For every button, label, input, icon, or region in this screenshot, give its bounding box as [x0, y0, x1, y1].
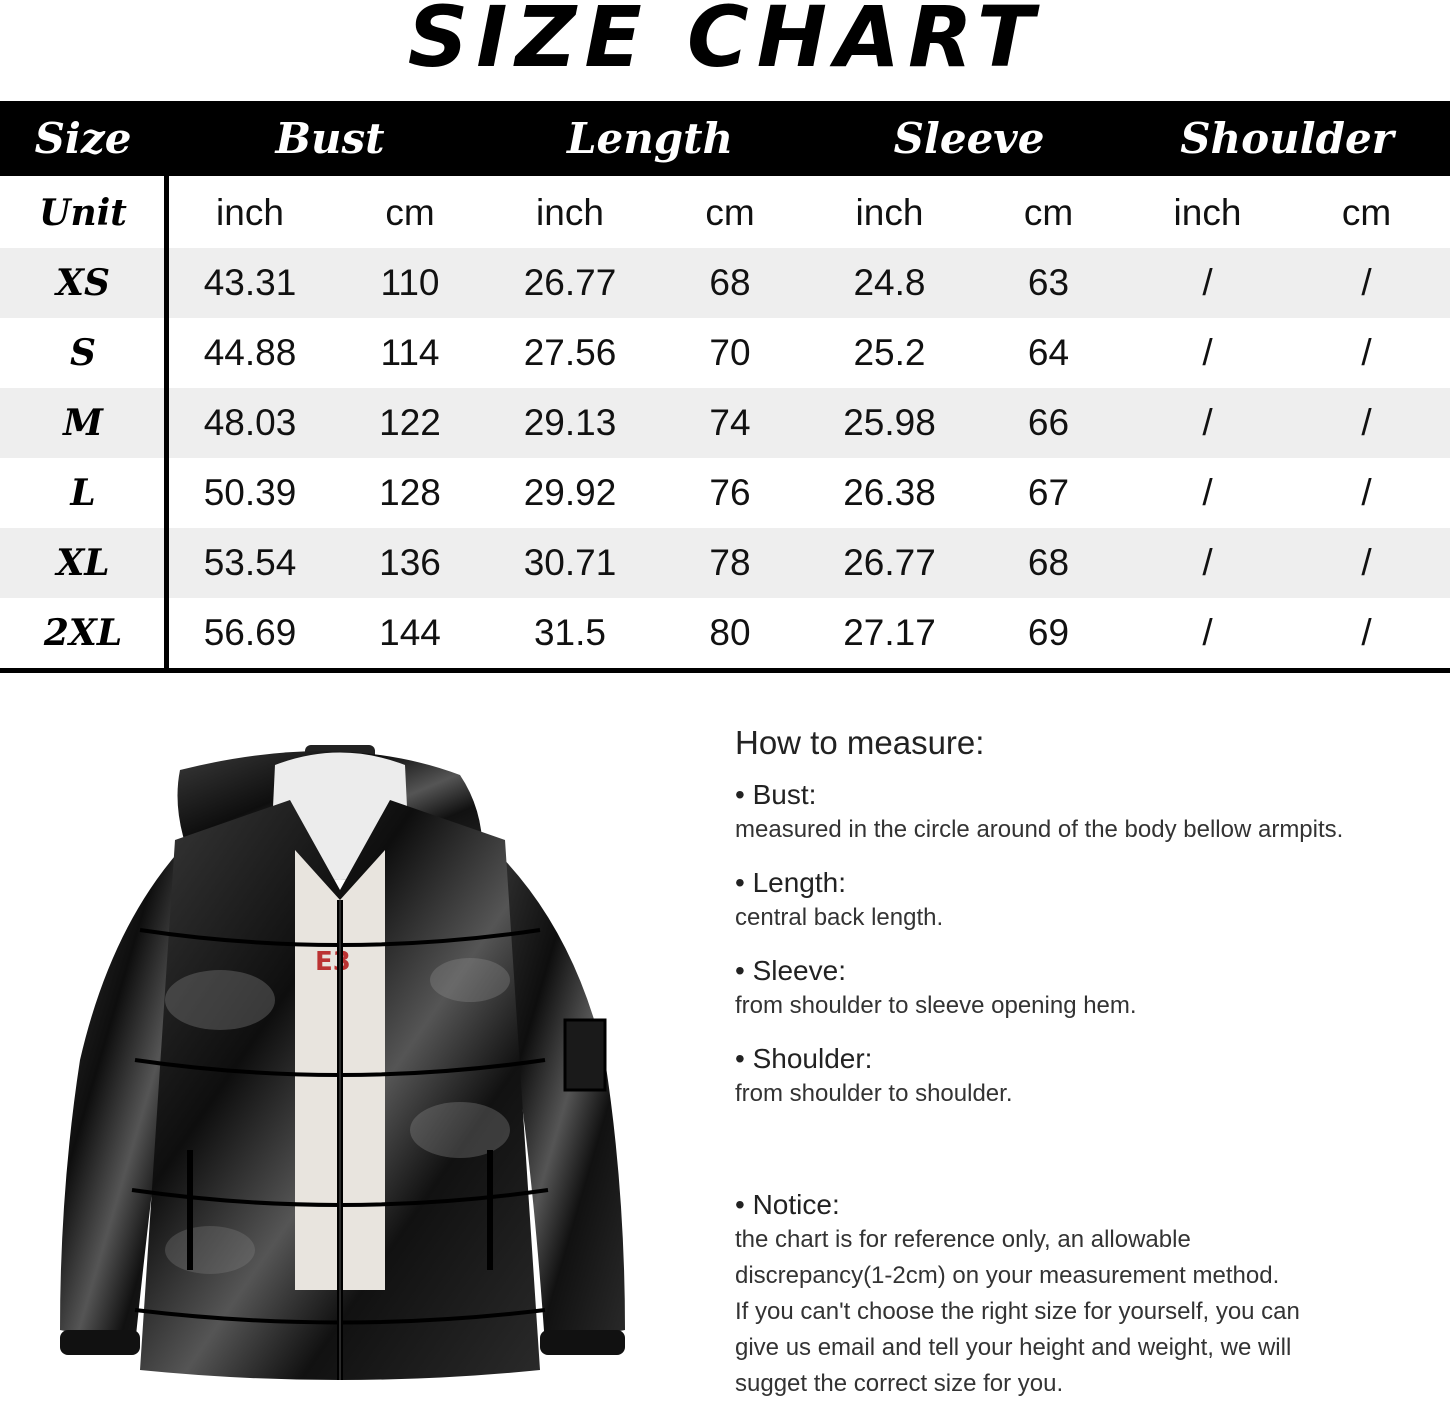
bust-inch: 43.31	[203, 262, 297, 303]
unit-cell: inch	[1173, 192, 1242, 233]
shoulder-inch: /	[1202, 402, 1213, 443]
table-header	[0, 101, 1450, 176]
header-size: Size	[34, 114, 132, 163]
measure-item-desc: from shoulder to sleeve opening hem.	[735, 992, 1137, 1019]
measure-item-desc: measured in the circle around of the body bellow armpits.	[735, 816, 1344, 843]
shoulder-cm: /	[1361, 402, 1372, 443]
shoulder-inch: /	[1202, 332, 1213, 373]
sleeve-inch: 25.2	[853, 332, 926, 373]
measure-item-sleeve	[735, 954, 1435, 1024]
row-size: S	[70, 332, 96, 374]
shoulder-inch: /	[1202, 542, 1213, 583]
measure-item-title: • Length:	[735, 867, 847, 898]
bust-cm: 144	[379, 612, 441, 653]
svg-text:E3: E3	[315, 947, 351, 977]
measure-guide	[735, 722, 1435, 1130]
notice-line: If you can't choose the right size for yourself, you can	[735, 1298, 1300, 1325]
sleeve-cm: 66	[1027, 402, 1070, 443]
measure-item-desc: from shoulder to shoulder.	[735, 1080, 1013, 1107]
bust-inch: 56.69	[203, 612, 297, 653]
puffer-jacket-icon	[40, 730, 640, 1390]
chart-title: SIZE CHART	[407, 0, 1043, 86]
bust-cm: 122	[379, 402, 441, 443]
bust-cm: 136	[379, 542, 441, 583]
length-inch: 26.77	[523, 262, 617, 303]
measure-item-title: • Sleeve:	[735, 955, 846, 986]
length-inch: 30.71	[523, 542, 617, 583]
shoulder-cm: /	[1361, 262, 1372, 303]
notice-line: discrepancy(1-2cm) on your measurement method.	[735, 1262, 1280, 1289]
shoulder-inch: /	[1202, 472, 1213, 513]
length-cm: 78	[709, 542, 751, 583]
jacket-image	[40, 730, 640, 1390]
sleeve-cm: 67	[1027, 472, 1070, 513]
length-cm: 76	[709, 472, 751, 513]
notice-block	[735, 1188, 1435, 1401]
bust-cm: 114	[380, 332, 440, 373]
table-row	[0, 318, 1450, 388]
size-column-divider	[164, 176, 169, 669]
sleeve-cm: 68	[1027, 542, 1070, 583]
table-row	[0, 598, 1450, 668]
notice-line: sugget the correct size for you.	[735, 1370, 1064, 1397]
bust-inch: 48.03	[203, 402, 297, 443]
length-inch: 29.13	[523, 402, 617, 443]
row-size: M	[63, 402, 103, 444]
unit-cell: cm	[1341, 192, 1392, 233]
header-sleeve: Sleeve	[893, 114, 1045, 163]
sleeve-cm: 69	[1027, 612, 1070, 653]
header-shoulder: Shoulder	[1180, 114, 1394, 163]
shoulder-inch: /	[1202, 262, 1213, 303]
measure-item-length	[735, 866, 1435, 936]
sleeve-cm: 63	[1027, 262, 1070, 303]
measure-item-bust	[735, 778, 1435, 848]
shoulder-cm: /	[1361, 472, 1372, 513]
sleeve-inch: 24.8	[853, 262, 926, 303]
measure-item-title: • Shoulder:	[735, 1043, 873, 1074]
header-bust: Bust	[275, 114, 385, 163]
bust-cm: 110	[380, 262, 440, 303]
table-row	[0, 528, 1450, 598]
length-inch: 27.56	[523, 332, 617, 373]
row-size: L	[70, 472, 96, 514]
bust-inch: 44.88	[203, 332, 297, 373]
notice-title: • Notice:	[735, 1189, 840, 1220]
header-length: Length	[566, 114, 734, 163]
bust-cm: 128	[379, 472, 441, 513]
shoulder-cm: /	[1361, 542, 1372, 583]
length-cm: 80	[709, 612, 751, 653]
bust-inch: 53.54	[203, 542, 297, 583]
unit-cell: cm	[1023, 192, 1074, 233]
sleeve-cm: 64	[1027, 332, 1070, 373]
sleeve-inch: 25.98	[843, 402, 936, 443]
shoulder-inch: /	[1202, 612, 1213, 653]
unit-cell: inch	[536, 192, 604, 233]
length-cm: 70	[709, 332, 751, 373]
sleeve-inch: 26.38	[843, 472, 936, 513]
notice-line: give us email and tell your height and weight, we will	[735, 1334, 1292, 1361]
row-size: 2XL	[43, 612, 123, 654]
table-row	[0, 458, 1450, 528]
measure-item-shoulder	[735, 1042, 1435, 1112]
measure-item-desc: central back length.	[735, 904, 944, 931]
unit-label: Unit	[39, 192, 127, 234]
row-size: XL	[56, 542, 110, 584]
measure-heading: How to measure:	[735, 724, 985, 761]
table-row	[0, 248, 1450, 318]
unit-cell: inch	[855, 192, 924, 233]
length-cm: 74	[709, 402, 751, 443]
sleeve-inch: 26.77	[843, 542, 936, 583]
table-bottom-rule	[0, 668, 1450, 673]
row-size: XS	[56, 262, 110, 304]
shoulder-cm: /	[1361, 612, 1372, 653]
length-inch: 31.5	[533, 612, 606, 653]
length-inch: 29.92	[523, 472, 617, 513]
unit-cell: cm	[385, 192, 435, 233]
measure-item-title: • Bust:	[735, 779, 817, 810]
notice-line: the chart is for reference only, an allowable	[735, 1226, 1191, 1253]
length-cm: 68	[709, 262, 751, 303]
sleeve-inch: 27.17	[843, 612, 936, 653]
bust-inch: 50.39	[203, 472, 297, 513]
shoulder-cm: /	[1361, 332, 1372, 373]
unit-row	[0, 178, 1450, 248]
unit-cell: cm	[705, 192, 755, 233]
table-row	[0, 388, 1450, 458]
unit-cell: inch	[216, 192, 284, 233]
